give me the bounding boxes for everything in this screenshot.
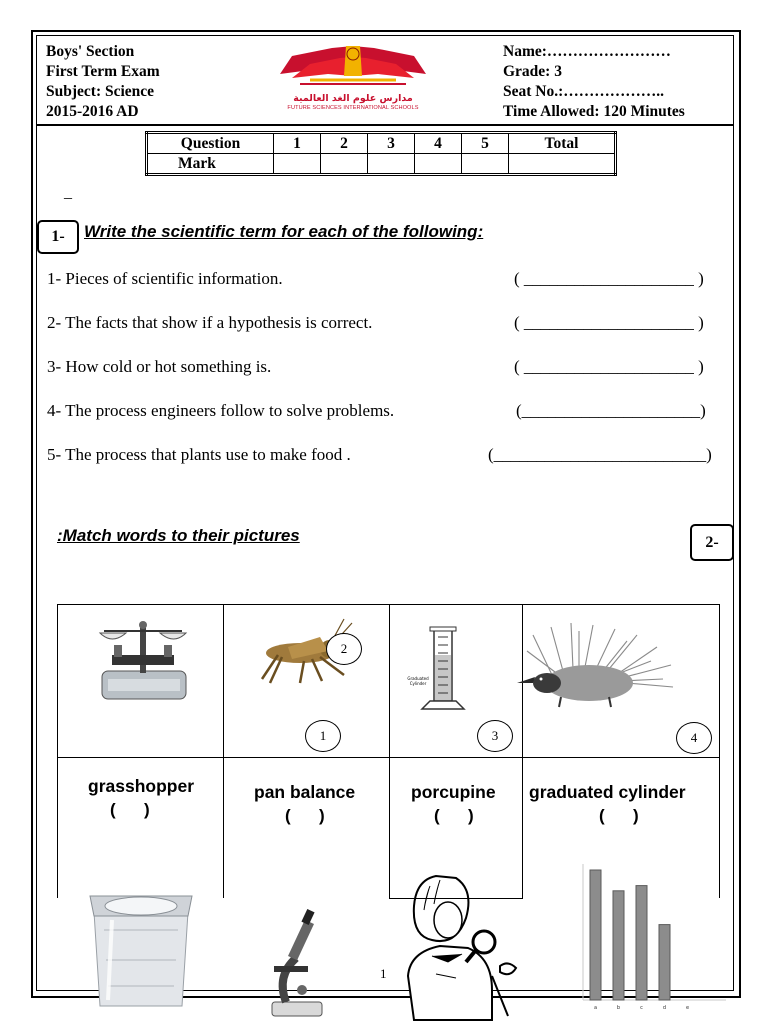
marks-header-total: Total	[509, 133, 616, 154]
chart-tick-label: a	[593, 1005, 598, 1011]
marks-header-question: Question	[147, 133, 274, 154]
chart-tick-label: d	[662, 1005, 667, 1011]
word-cell-2	[224, 758, 390, 899]
header-year: 2015-2016 AD	[46, 103, 139, 120]
q1-answer-4[interactable]: (_____________________)	[516, 401, 706, 420]
chart-bar-d	[659, 925, 670, 1000]
porcupine-icon	[513, 621, 677, 709]
q1-answer-3[interactable]: ( ____________________ )	[514, 357, 704, 376]
q1-item-3: 3- How cold or hot something is.	[47, 357, 272, 376]
question2-title: :Match words to their pictures	[57, 526, 300, 545]
q1-answer-2[interactable]: ( ____________________ )	[514, 313, 704, 332]
marks-table	[145, 131, 617, 176]
q1-item-1: 1- Pieces of scientific information.	[47, 269, 283, 288]
answer-slot-porcupine[interactable]: ( )	[434, 806, 474, 825]
header-subject: Subject: Science	[46, 83, 155, 100]
chart-tick-label: c	[640, 1005, 643, 1011]
marks-row-label: Mark	[147, 154, 274, 175]
mark-cell-q1[interactable]	[274, 154, 321, 175]
picture-number-1: 1	[305, 720, 341, 752]
word-grasshopper: grasshopper	[88, 776, 194, 796]
header-exam: First Term Exam	[46, 63, 160, 80]
question1-number-box: 1-	[37, 220, 79, 254]
graduated-cylinder-icon	[416, 625, 488, 717]
bar-chart	[580, 862, 730, 1014]
logo-arabic-name: مدارس علوم الغد العالمية	[293, 93, 413, 104]
marks-header-q2: 2	[321, 133, 368, 154]
header-right-block	[503, 42, 685, 122]
header-left-block	[46, 42, 160, 122]
picture-number-2: 2	[326, 633, 362, 665]
magnifier-box-icon	[82, 890, 200, 1010]
q1-answer-5[interactable]: (_________________________)	[488, 445, 712, 464]
picture-number-3: 3	[477, 720, 513, 752]
answer-slot-pan-balance[interactable]: ( )	[285, 806, 325, 825]
word-cell-1	[58, 758, 224, 899]
marks-header-q1: 1	[274, 133, 321, 154]
picture-cell-porcupine	[523, 605, 720, 758]
word-graduated-cylinder: graduated cylinder	[529, 782, 686, 802]
header-seat-field: Seat No.:………………..	[503, 83, 665, 100]
stray-dash: _	[64, 184, 72, 201]
word-porcupine: porcupine	[411, 782, 496, 802]
pan-balance-icon	[96, 615, 190, 701]
chart-tick-label: e	[685, 1005, 690, 1011]
picture-number-4: 4	[676, 722, 712, 754]
chart-tick-label: b	[616, 1005, 621, 1011]
chart-bar-c	[636, 886, 647, 1000]
match-picture-row	[58, 605, 720, 758]
marks-header-q3: 3	[368, 133, 415, 154]
q1-item-4: 4- The process engineers follow to solve problems.	[47, 401, 395, 420]
marks-header-q5: 5	[462, 133, 509, 154]
chart-bar-a	[590, 870, 601, 1000]
mark-cell-total[interactable]	[509, 154, 616, 175]
logo-emblem-icon	[270, 42, 436, 88]
picture-cell-grasshopper	[224, 605, 390, 758]
marks-header-q4: 4	[415, 133, 462, 154]
answer-slot-graduated-cylinder[interactable]: ( )	[599, 806, 639, 825]
microscope-icon	[266, 906, 328, 1018]
school-logo	[270, 42, 436, 111]
q1-answer-1[interactable]: ( ____________________ )	[514, 269, 704, 288]
header-separator	[36, 124, 733, 126]
header-section: Boys' Section	[46, 43, 135, 60]
chart-bar-b	[613, 891, 624, 1000]
cylinder-caption: Graduated Cylinder	[407, 676, 429, 686]
q1-item-5: 5- The process that plants use to make food .	[47, 445, 351, 464]
marks-row	[147, 154, 616, 175]
q1-item-2: 2- The facts that show if a hypothesis is correct.	[47, 313, 373, 332]
answer-slot-grasshopper[interactable]: ( )	[110, 800, 150, 819]
picture-cell-balance	[58, 605, 224, 758]
header-grade: Grade: 3	[503, 63, 562, 80]
scientist-magnifier-icon	[396, 866, 526, 1022]
marks-header-row	[147, 133, 616, 154]
mark-cell-q3[interactable]	[368, 154, 415, 175]
mark-cell-q2[interactable]	[321, 154, 368, 175]
question2-number-box: 2-	[690, 524, 734, 561]
picture-cell-cylinder	[390, 605, 523, 758]
logo-english-name: FUTURE SCIENCES INTERNATIONAL SCHOOLS	[287, 105, 419, 111]
mark-cell-q4[interactable]	[415, 154, 462, 175]
match-table	[57, 604, 720, 899]
header-time-allowed: Time Allowed: 120 Minutes	[503, 103, 685, 120]
header-name-field: Name:……………………	[503, 43, 671, 60]
question1-title: Write the scientific term for each of the following:	[84, 222, 484, 241]
mark-cell-q5[interactable]	[462, 154, 509, 175]
word-pan-balance: pan balance	[254, 782, 356, 802]
page-number: 1	[380, 966, 387, 981]
